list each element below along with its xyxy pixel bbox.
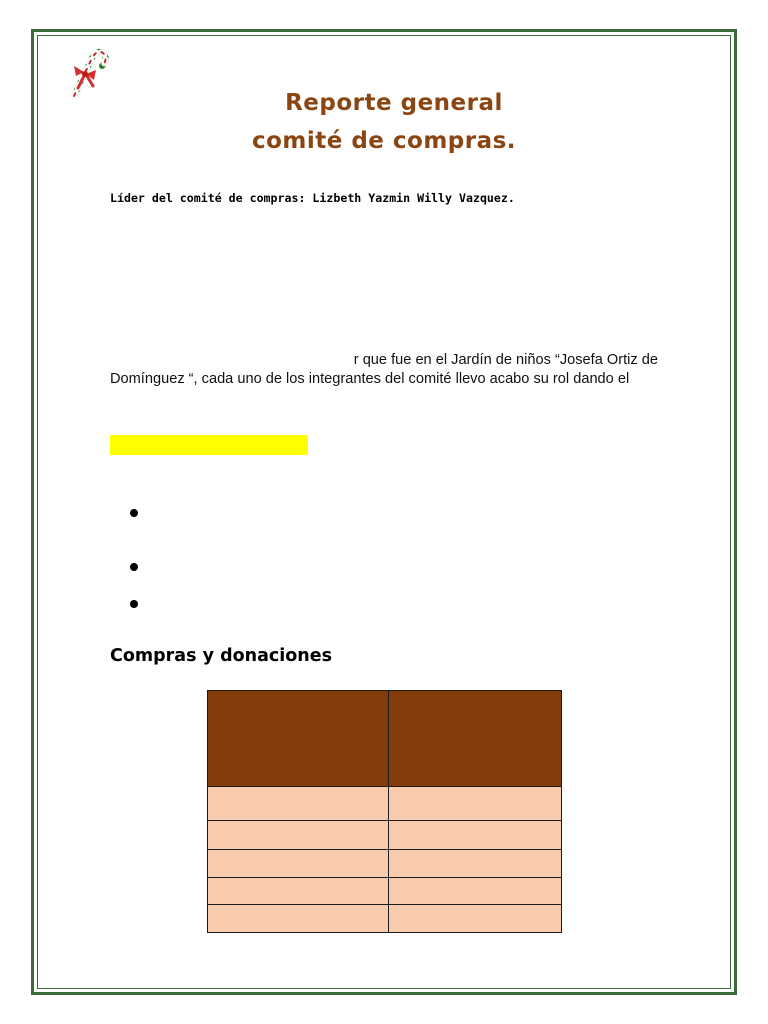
table-cell	[389, 821, 562, 850]
bullet-point	[130, 563, 138, 571]
table-cell	[389, 850, 562, 878]
table-cell	[208, 821, 389, 850]
table-header-row	[208, 691, 562, 787]
table-header-cell	[389, 691, 562, 787]
table-row	[208, 905, 562, 933]
report-paragraph	[110, 351, 658, 389]
paragraph-line1: r que fue en el Jardín de niños “Josefa Ortiz de	[353, 352, 658, 368]
paragraph-line2: Domínguez “, cada uno de los integrantes del comité llevo acabo su rol dando el	[110, 371, 630, 387]
document-title-line1: Reporte general	[285, 90, 503, 116]
table-cell	[389, 787, 562, 821]
table-cell	[208, 787, 389, 821]
purchases-table	[207, 690, 562, 933]
highlighted-text-block	[110, 435, 308, 455]
document-title-line2: comité de compras.	[251, 128, 517, 154]
section-heading: Compras y donaciones	[110, 646, 333, 666]
table-cell	[389, 905, 562, 933]
table-cell	[389, 878, 562, 905]
committee-leader: Líder del comité de compras: Lizbeth Yazmin Willy Vazquez.	[110, 191, 515, 205]
bullet-point	[130, 600, 138, 608]
table-row	[208, 787, 562, 821]
table-cell	[208, 850, 389, 878]
table-row	[208, 850, 562, 878]
table-cell	[208, 878, 389, 905]
table-row	[208, 878, 562, 905]
table-header-cell	[208, 691, 389, 787]
table-cell	[208, 905, 389, 933]
bullet-point	[130, 509, 138, 517]
table-row	[208, 821, 562, 850]
